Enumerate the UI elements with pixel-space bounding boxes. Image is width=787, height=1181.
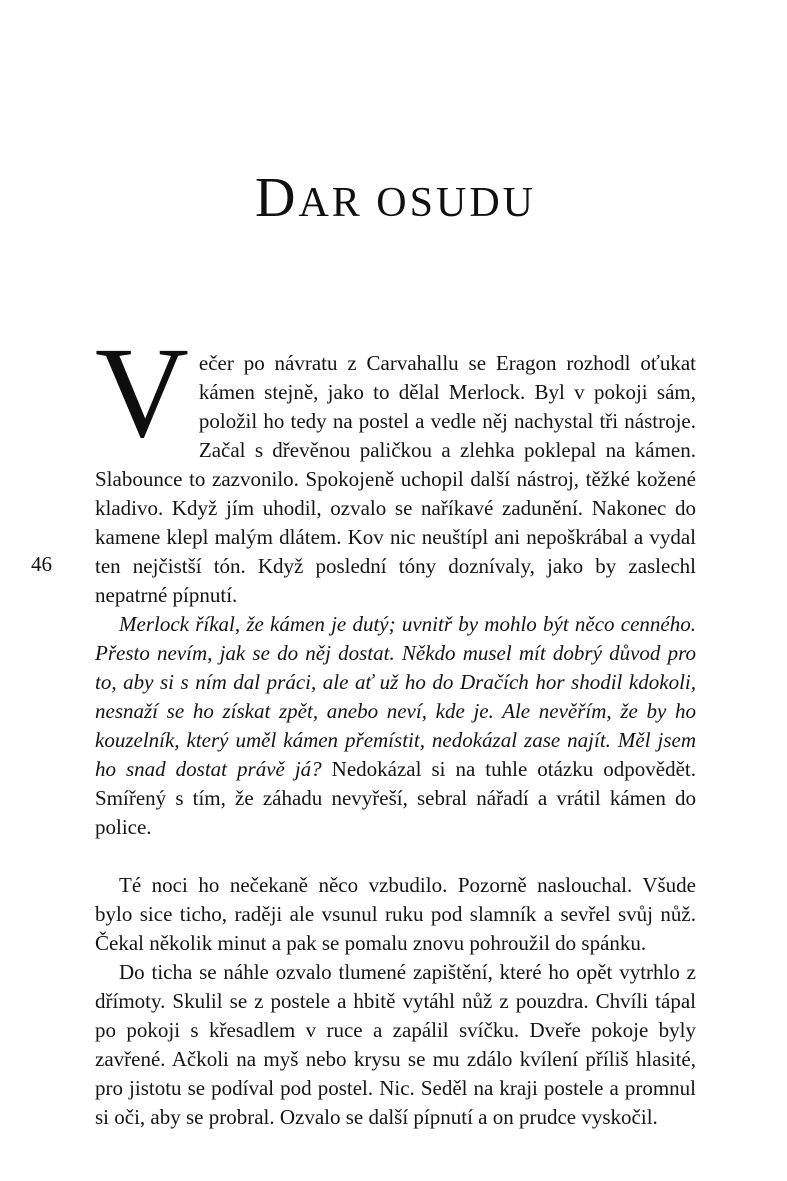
paragraph-text: ečer po návratu z Carvahallu se Eragon rozhodl oťukat kámen stejně, jako to dělal Merlock. Byl v pokoji sám, položil ho tedy na postel a vedle něj nachystal tři nástroje. Začal s dřevěnou paličkou a zlehka poklepal na kámen. Slabounce to zazvonilo. Spokojeně uchopil další nástroj, těžké kožené kladivo. Když jím uhodil, ozvalo se naříkavé zadunění. Nakonec do kamene klepl malým dlátem. Kov nic neuštípl ani nepoškrábal a vydal ten nejčistší tón. Když poslední tóny doznívaly, jako by zaslechl nepatrné pípnutí.: [95, 351, 696, 607]
paragraph-opening: [95, 321, 696, 610]
page-number: 46: [31, 552, 52, 576]
paragraph-text-italic: Merlock říkal, že kámen je dutý; uvnitř by mohlo být něco cenného. Přesto nevím, jak se do něj dostat. Někdo musel mít dobrý důvod pro to, aby si s ním dal práci, ale ať už ho do Dračích hor shodil kdokoli, nesnaží se ho získat zpět, anebo neví, kde je. Ale nevěřím, že by ho kouzelník, který uměl kámen přemístit, nedokázal zase najít. Měl jsem ho snad dostat právě já?: [95, 612, 696, 781]
paragraph-awakening: [95, 958, 696, 1132]
paragraph-inner-thought: [95, 610, 696, 842]
chapter-title: [95, 167, 696, 233]
paragraph-text: Té noci ho nečekaně něco vzbudilo. Pozorně naslouchal. Všude bylo sice ticho, raději ale vsunul ruku pod slamník a sevřel svůj nůž. Čekal několik minut a pak se pomalu znovu pohroužil do spánku.: [95, 873, 696, 955]
drop-cap: V: [95, 321, 189, 465]
chapter-title-rest: AR OSUDU: [298, 180, 536, 226]
chapter-title-initial: D: [255, 167, 299, 229]
page-content: [95, 0, 696, 1132]
paragraph-text: Do ticha se náhle ozvalo tlumené zapištění, které ho opět vytrhlo z dřímoty. Skulil se z postele a hbitě vytáhl nůž z pouzdra. Chvíli tápal po pokoji s křesadlem v ruce a zapálil svíčku. Dveře pokoje byly zavřené. Ačkoli na myš nebo krysu se mu zdálo kvílení příliš hlasité, pro jistotu se podíval pod postel. Nic. Seděl na kraji postele a promnul si oči, aby se probral. Ozvalo se další pípnutí a on prudce vyskočil.: [95, 960, 696, 1129]
paragraph-text: Nedokázal si na tuhle otázku odpovědět. Smířený s tím, že záhadu nevyřeší, sebral nářadí a vrátil kámen do police.: [95, 757, 696, 839]
paragraph-night: [95, 871, 696, 958]
